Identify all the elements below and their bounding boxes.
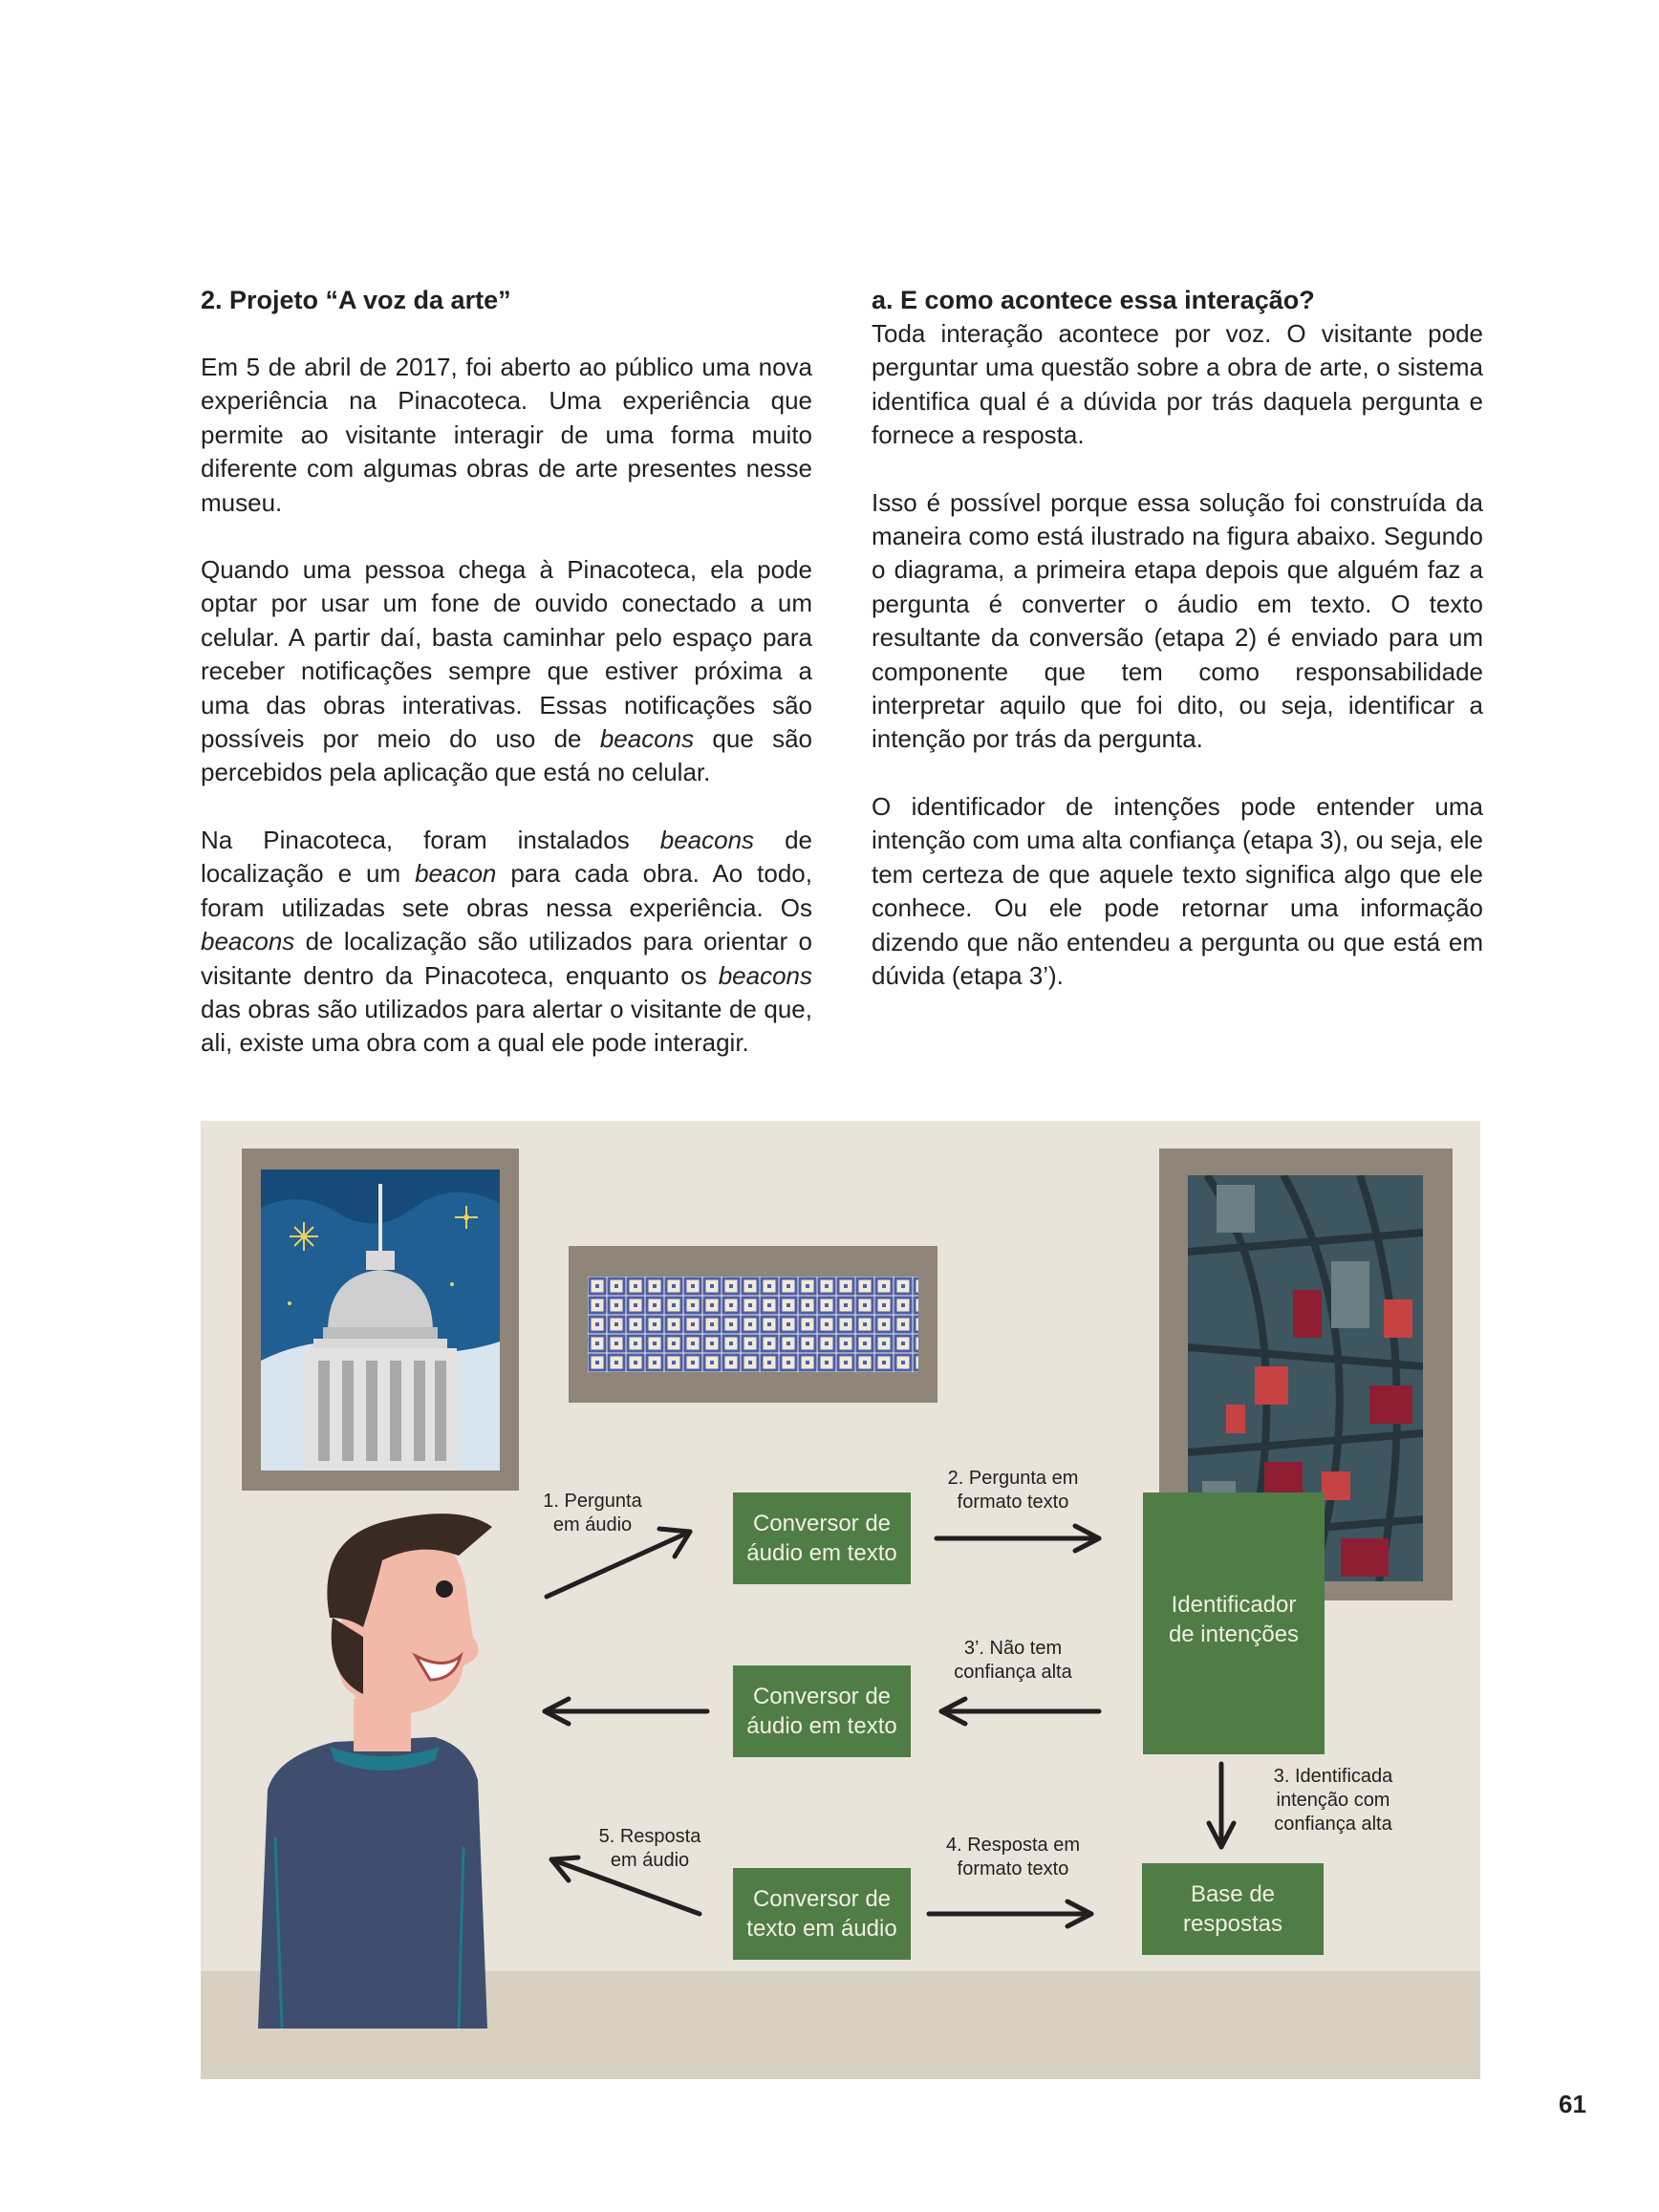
paragraph-voice: Toda interação acontece por voz. O visitante pode perguntar uma questão sobre a obra de arte, o sistema identifica qual é a dúvida por trás daquela pergunta e fornece a resposta.	[872, 319, 1483, 450]
page-number: 61	[1559, 2090, 1586, 2118]
box-intent-identifier: Identificador de intenções	[1143, 1493, 1325, 1754]
arrow-step-3-prime-icon	[941, 1699, 1099, 1724]
arrow-step-4-icon	[929, 1901, 1091, 1926]
paragraph-intro: Em 5 de abril de 2017, foi aberto ao público uma nova experiência na Pinacoteca. Uma experiência que permite ao visitante interagir de uma forma muito diferente com algumas obras de arte presentes nesse museu.	[201, 353, 812, 517]
label-step-3: 3. Identificada intenção com confiança alta	[1273, 1766, 1393, 1835]
left-column	[201, 284, 812, 1094]
label-step-5: 5. Resposta em áudio	[598, 1826, 701, 1871]
paragraph-intent-confidence: O identificador de intenções pode entender uma intenção com uma alta confiança (etapa 3), ou seja, ele tem certeza de que aquele texto significa algo que ele conhece. Ou ele pode retornar uma informação dizendo que não entendeu a pergunta ou que está em dúvida (etapa 3’).	[872, 791, 1483, 990]
paragraph-beacons: Na Pinacoteca, foram instalados beacons de localização e um beacon para cada obra. Ao todo, foram utilizadas sete obras nessa experiência. Os beacons de localização são utilizados para orientar o visitante dentro da Pinacoteca, enquanto os beacons das obras são utilizados para alertar o visitante de que, ali, existe uma obra com a qual ele pode interagir.	[201, 825, 812, 1058]
arrow-step-3-icon	[1209, 1764, 1234, 1847]
label-step-1: 1. Pergunta em áudio	[543, 1491, 642, 1536]
box-answer-base: Base de respostas	[1142, 1863, 1324, 1955]
arrow-step-5-icon	[551, 1858, 700, 1914]
diagram-arrows	[201, 1121, 1480, 2079]
arrow-step-1-icon	[547, 1529, 690, 1597]
section-heading-interacao: a. E como acontece essa interação?	[872, 286, 1315, 314]
box-audio-to-text-2: Conversor de áudio em texto	[733, 1665, 911, 1757]
box-audio-to-text-1: Conversor de áudio em texto	[733, 1493, 911, 1584]
right-column	[872, 284, 1483, 1026]
paragraph-notifications: Quando uma pessoa chega à Pinacoteca, ela pode optar por usar um fone de ouvido conectado a um celular. A partir daí, basta caminhar pelo espaço para receber notificações sempre que estiver próxima a uma das obras interativas. Essas notificações são possíveis por meio do uso de beacons que são percebidos pela aplicação que está no celular.	[201, 555, 813, 787]
paragraph-diagram-explanation: Isso é possível porque essa solução foi construída da maneira como está ilustrado na figura abaixo. Segundo o diagrama, a primeira etapa depois que alguém faz a pergunta é converter o áudio em texto. O texto resultante da conversão (etapa 2) é enviado para um componente que tem como responsabilidade interpretar aquilo que foi dito, ou seja, identificar a intenção por trás da pergunta.	[872, 487, 1483, 754]
box-text-to-audio: Conversor de texto em áudio	[733, 1868, 911, 1960]
section-heading-projeto: 2. Projeto “A voz da arte”	[201, 286, 511, 314]
arrow-to-visitor-icon	[545, 1699, 707, 1724]
label-step-3-prime: 3’. Não tem confiança alta	[954, 1638, 1072, 1683]
arrow-step-2-icon	[937, 1526, 1099, 1551]
label-step-4: 4. Resposta em formato texto	[945, 1835, 1081, 1879]
label-step-2: 2. Pergunta em formato texto	[947, 1468, 1079, 1513]
interaction-illustration	[201, 1121, 1480, 2079]
